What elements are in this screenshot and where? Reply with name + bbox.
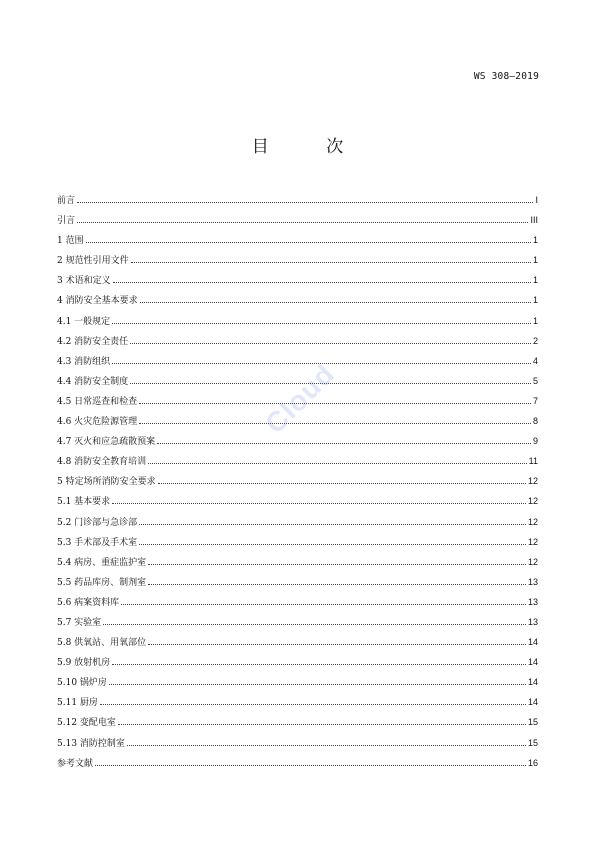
toc-dot-leader — [95, 765, 526, 766]
toc-entry-page: 8 — [532, 416, 538, 427]
toc-dot-leader — [127, 745, 526, 746]
toc-entry[interactable] — [57, 491, 538, 511]
toc-entry[interactable] — [57, 712, 538, 732]
toc-entry-title: 5.5 药品库房、制剂室 — [57, 577, 147, 588]
toc-entry[interactable] — [57, 471, 538, 491]
toc-entry-title: 4.8 消防安全教育培训 — [57, 457, 147, 468]
toc-entry-page: 2 — [532, 335, 538, 346]
toc-entry-page: 12 — [527, 516, 538, 527]
toc-entry[interactable] — [57, 592, 538, 612]
watermark-logo: Cloud — [259, 357, 341, 440]
toc-dot-leader — [112, 323, 531, 324]
toc-entry[interactable] — [57, 190, 538, 210]
toc-dot-leader — [148, 584, 526, 585]
toc-dot-leader — [148, 564, 526, 565]
toc-entry-title: 5.12 变配电室 — [57, 718, 116, 729]
toc-entry[interactable] — [57, 632, 538, 652]
toc-entry-page: 13 — [527, 596, 538, 607]
toc-entry-page: 12 — [527, 556, 538, 567]
toc-entry[interactable] — [57, 652, 538, 672]
toc-entry-title: 参考文献 — [57, 758, 94, 769]
toc-entry-page: 1 — [532, 295, 538, 306]
toc-entry-page: 13 — [527, 576, 538, 587]
toc-entry[interactable] — [57, 532, 538, 552]
toc-entry-title: 3 术语和定义 — [57, 276, 111, 287]
toc-entry-page: 7 — [532, 395, 538, 406]
toc-entry-page: 13 — [527, 616, 538, 627]
toc-entry-page: 16 — [527, 757, 538, 768]
toc-dot-leader — [148, 644, 526, 645]
toc-entry-page: 1 — [532, 235, 538, 246]
toc-entry[interactable] — [57, 290, 538, 310]
toc-dot-leader — [112, 664, 526, 665]
toc-entry-page: 15 — [527, 737, 538, 748]
toc-dot-leader — [130, 343, 531, 344]
toc-entry-title: 引言 — [57, 216, 76, 227]
toc-entry-title: 4.2 消防安全责任 — [57, 336, 129, 347]
toc-entry[interactable] — [57, 692, 538, 712]
toc-entry-title: 5.13 消防控制室 — [57, 738, 125, 749]
toc-entry-title: 4.7 灭火和应急疏散预案 — [57, 437, 156, 448]
toc-entry-page: 1 — [532, 315, 538, 326]
toc-dot-leader — [113, 282, 531, 283]
toc-entry-title: 5.4 病房、重症监护室 — [57, 557, 147, 568]
toc-entry[interactable] — [57, 331, 538, 351]
toc-entry-page: 15 — [527, 717, 538, 728]
toc-entry[interactable] — [57, 270, 538, 290]
toc-dot-leader — [158, 483, 526, 484]
toc-entry-title: 1 范围 — [57, 236, 84, 247]
toc-dot-leader — [86, 242, 531, 243]
toc-entry-page: I — [535, 195, 538, 205]
toc-entry[interactable] — [57, 451, 538, 471]
toc-entry-page: 14 — [527, 657, 538, 668]
toc-dot-leader — [157, 443, 531, 444]
toc-entry-title: 4.5 日常巡查和检查 — [57, 396, 138, 407]
toc-entry-title: 前言 — [57, 196, 76, 206]
toc-dot-leader — [109, 684, 526, 685]
toc-entry[interactable] — [57, 311, 538, 331]
toc-entry-page: 9 — [532, 436, 538, 447]
document-code: WS 308—2019 — [473, 71, 539, 82]
toc-entry-title: 5.11 厨房 — [57, 698, 98, 709]
toc-entry-title: 2 规范性引用文件 — [57, 256, 129, 267]
toc-entry-page: 11 — [528, 456, 538, 467]
toc-entry-title: 5.10 锅炉房 — [57, 678, 107, 689]
toc-entry-page: 14 — [527, 697, 538, 708]
toc-entry[interactable] — [57, 250, 538, 270]
toc-entry-page: 4 — [532, 355, 538, 366]
toc-dot-leader — [121, 604, 526, 605]
toc-dot-leader — [139, 524, 526, 525]
toc-entry[interactable] — [57, 612, 538, 632]
toc-entry[interactable] — [57, 552, 538, 572]
toc-entry[interactable] — [57, 351, 538, 371]
toc-dot-leader — [148, 463, 526, 464]
toc-entry-page: 12 — [527, 496, 538, 507]
toc-entry-page: 1 — [532, 255, 538, 266]
toc-dot-leader — [77, 202, 533, 203]
toc-entry[interactable] — [57, 672, 538, 692]
toc-entry-title: 4 消防安全基本要求 — [57, 296, 138, 307]
toc-entry-title: 5 特定场所消防安全要求 — [57, 477, 156, 488]
toc-entry-page: 5 — [532, 375, 538, 386]
toc-entry[interactable] — [57, 572, 538, 592]
toc-entry-title: 5.2 门诊部与急诊部 — [57, 517, 138, 528]
toc-entry[interactable] — [57, 431, 538, 451]
toc-entry[interactable] — [57, 210, 538, 230]
toc-dot-leader — [139, 423, 531, 424]
toc-entry[interactable] — [57, 230, 538, 250]
toc-dot-leader — [112, 503, 526, 504]
toc-dot-leader — [100, 704, 526, 705]
toc-dot-leader — [118, 724, 526, 725]
toc-entry[interactable] — [57, 733, 538, 753]
toc-entry-page: 1 — [532, 275, 538, 286]
toc-dot-leader — [139, 403, 531, 404]
toc-entry-page: III — [530, 215, 538, 226]
toc-entry-title: 4.6 火灾危险源管理 — [57, 417, 138, 428]
toc-entry-title: 5.6 病案资料库 — [57, 597, 120, 608]
toc-entry-page: 12 — [527, 536, 538, 547]
toc-entry-page: 14 — [527, 677, 538, 688]
toc-entry-title: 5.3 手术部及手术室 — [57, 537, 138, 548]
table-of-contents — [57, 190, 538, 773]
toc-dot-leader — [139, 544, 526, 545]
toc-dot-leader — [131, 262, 531, 263]
toc-dot-leader — [103, 624, 526, 625]
toc-entry-title: 5.9 放射机房 — [57, 658, 111, 669]
toc-dot-leader — [77, 222, 528, 223]
toc-entry-title: 5.8 供氧站、用氧部位 — [57, 638, 147, 649]
toc-dot-leader — [140, 302, 531, 303]
toc-entry-title: 5.7 实验室 — [57, 617, 102, 628]
toc-entry-title: 4.3 消防组织 — [57, 356, 111, 367]
toc-entry-title: 5.1 基本要求 — [57, 497, 111, 508]
toc-entry[interactable] — [57, 753, 538, 773]
toc-entry-title: 4.4 消防安全制度 — [57, 376, 129, 387]
toc-entry-title: 4.1 一般规定 — [57, 316, 111, 327]
toc-entry-page: 12 — [527, 476, 538, 487]
page-title: 目 次 — [251, 137, 370, 157]
toc-entry-page: 14 — [527, 637, 538, 648]
toc-entry[interactable] — [57, 512, 538, 532]
